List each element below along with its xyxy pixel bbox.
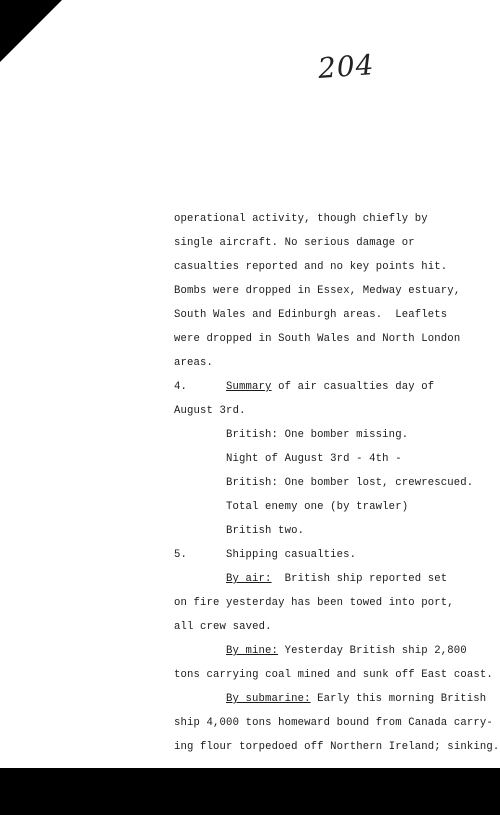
by-submarine-text: Early this morning British: [310, 693, 487, 705]
scan-bottom-band: [0, 768, 500, 815]
section-heading: [226, 380, 434, 394]
by-air-label: By air:: [226, 573, 272, 585]
casualty-item: Night of August 3rd - 4th -: [226, 453, 402, 465]
text-line: South Wales and Edinburgh areas. Leaflets: [174, 309, 448, 321]
section-heading: Shipping casualties.: [226, 549, 357, 561]
section-number: 4.: [174, 381, 188, 393]
by-submarine-label: By submarine:: [226, 693, 311, 705]
text-line: areas.: [174, 357, 214, 369]
text-line: ing flour torpedoed off Northern Ireland; sinking.: [174, 741, 500, 753]
by-submarine-line: [226, 692, 486, 706]
by-air-line: [226, 572, 447, 586]
casualty-item: British: One bomber lost, crewrescued.: [226, 477, 474, 489]
text-line: tons carrying coal mined and sunk off East coast.: [174, 669, 493, 681]
section-number: 5.: [174, 549, 188, 561]
casualty-item: Total enemy one (by trawler): [226, 501, 409, 513]
folio-number: 204: [316, 48, 376, 85]
text-line: ship 4,000 tons homeward bound from Canada carry-: [174, 717, 493, 729]
by-mine-line: [226, 644, 467, 658]
text-line: operational activity, though chiefly by: [174, 213, 428, 225]
text-line: on fire yesterday has been towed into port,: [174, 597, 454, 609]
text-line: were dropped in South Wales and North London: [174, 333, 461, 345]
casualty-item: British: One bomber missing.: [226, 429, 409, 441]
by-mine-text: Yesterday British ship 2,800: [278, 645, 467, 657]
text-line: Bombs were dropped in Essex, Medway estuary,: [174, 285, 461, 297]
by-air-text: British ship reported set: [271, 573, 448, 585]
text-line: casualties reported and no key points hit.: [174, 261, 448, 273]
text-line: all crew saved.: [174, 621, 272, 633]
heading-underlined: Summary: [226, 381, 272, 393]
by-mine-label: By mine:: [226, 645, 279, 657]
text-line: single aircraft. No serious damage or: [174, 237, 415, 249]
section-heading-cont: August 3rd.: [174, 405, 246, 417]
scan-corner-shadow: [0, 0, 62, 62]
heading-rest: of air casualties day of: [271, 381, 435, 393]
casualty-item: British two.: [226, 525, 305, 537]
